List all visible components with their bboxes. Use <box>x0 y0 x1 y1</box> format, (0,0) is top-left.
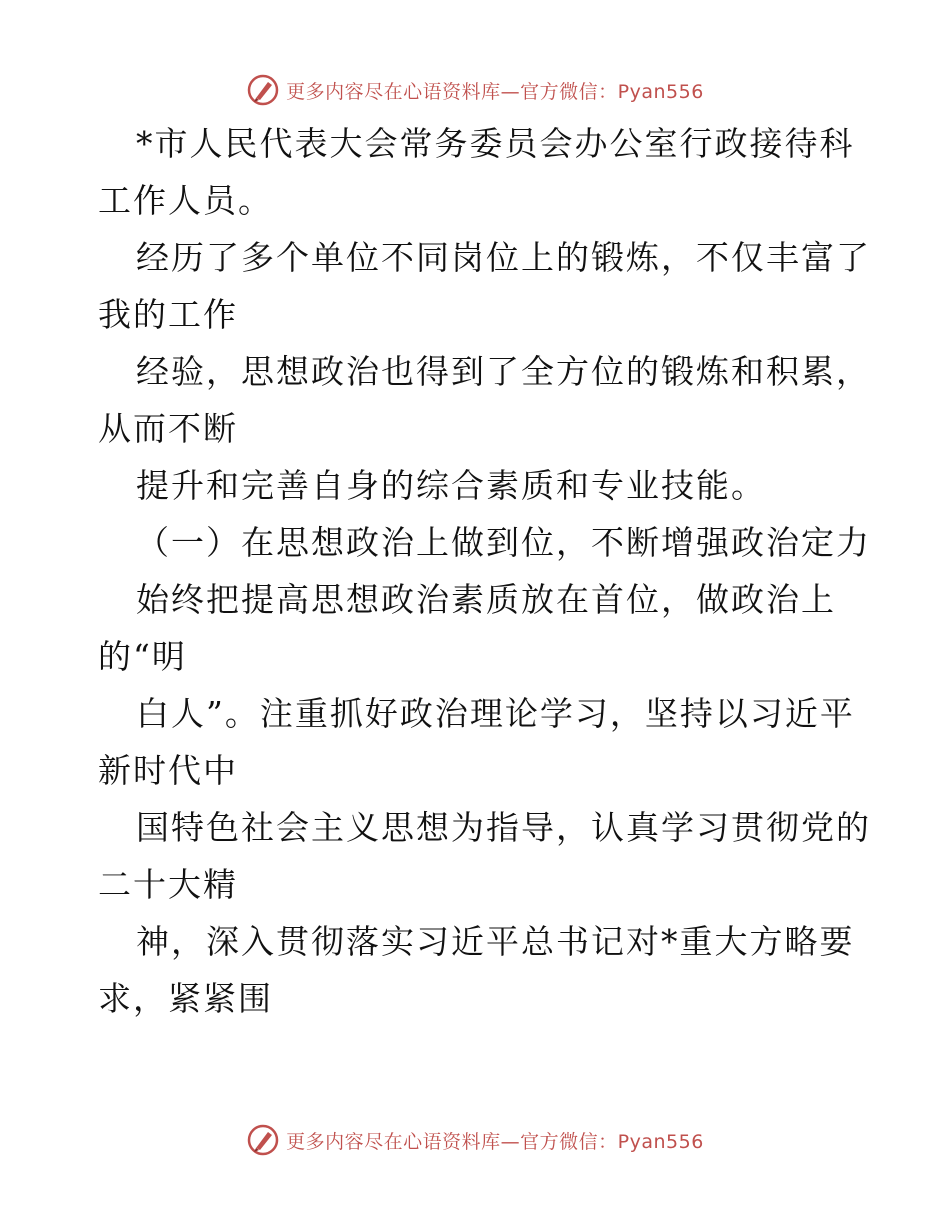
paragraph-line: 经验，思想政治也得到了全方位的锻炼和积累， <box>136 352 871 391</box>
paragraph-line: 神，深入贯彻落实习近平总书记对*重大方略要 <box>136 922 855 961</box>
watermark-text: 更多内容尽在心语资料库—官方微信：Pyan556 <box>286 1130 704 1153</box>
pen-logo-icon <box>246 1123 280 1157</box>
paragraph-line: 我的工作 <box>98 295 238 334</box>
paragraph-line: 提升和完善自身的综合素质和专业技能。 <box>136 466 766 505</box>
paragraph-line: 新时代中 <box>98 751 238 790</box>
section-heading: （一）在思想政治上做到位，不断增强政治定力 <box>136 523 871 562</box>
header-watermark <box>0 70 950 110</box>
paragraph-line: 工作人员。 <box>98 181 273 220</box>
paragraph-line: 国特色社会主义思想为指导，认真学习贯彻党的 <box>136 808 871 847</box>
watermark-text: 更多内容尽在心语资料库—官方微信：Pyan556 <box>286 80 704 103</box>
paragraph-line: 从而不断 <box>98 409 238 448</box>
footer-watermark <box>0 1120 950 1160</box>
paragraph-line: 的“明 <box>98 637 187 676</box>
paragraph-line: 二十大精 <box>98 865 238 904</box>
paragraph-line: 始终把提高思想政治素质放在首位，做政治上 <box>136 580 836 619</box>
pen-logo-icon <box>246 73 280 107</box>
paragraph-line: *市人民代表大会常务委员会办公室行政接待科 <box>136 124 855 163</box>
paragraph-line: 白人”。注重抓好政治理论学习，坚持以习近平 <box>136 694 855 733</box>
paragraph-line: 经历了多个单位不同岗位上的锻炼，不仅丰富了 <box>136 238 871 277</box>
paragraph-line: 求，紧紧围 <box>98 979 273 1018</box>
